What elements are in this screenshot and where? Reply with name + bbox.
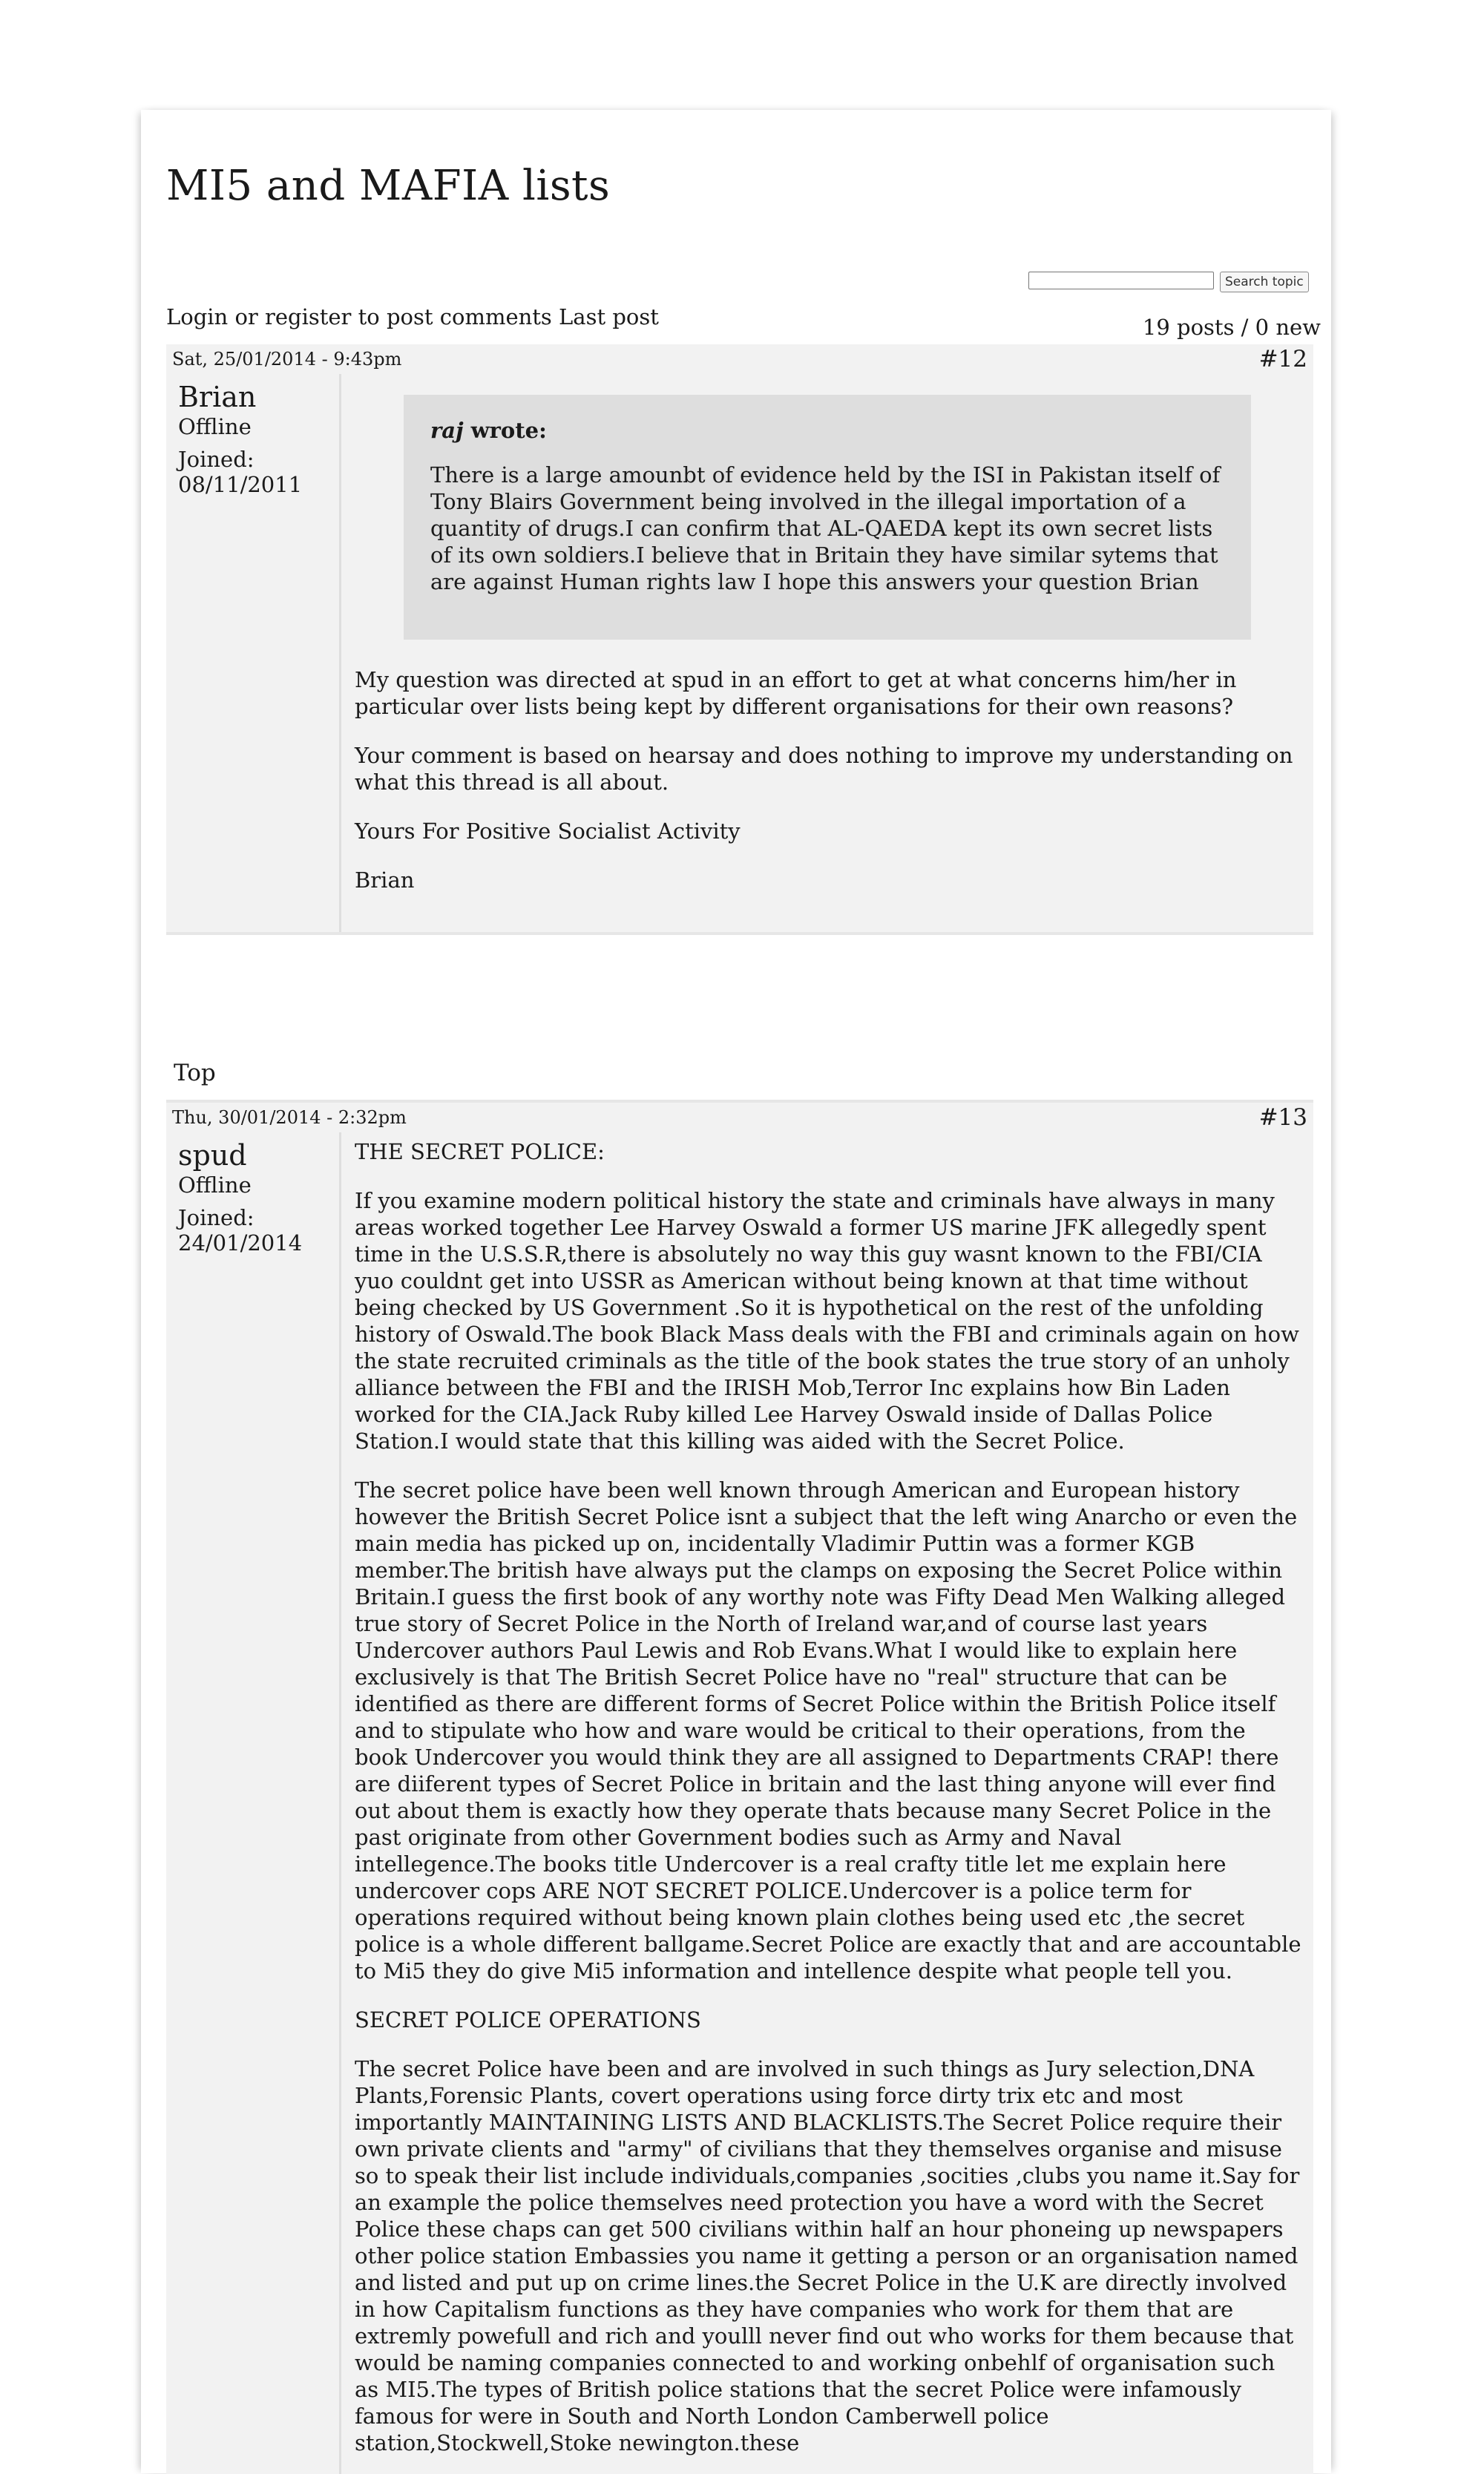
post-content <box>341 374 1313 934</box>
quote-text: There is a large amounbt of evidence held by the ISI in Pakistan itself of Tony Blairs Government being involved in the illegal importation of a quantity of drugs.I can confirm that AL-QAEDA kept its own secret lists of its own soldiers.I believe that in Britain they have similar sytems that are against Human rights law I hope this answers your question Brian <box>430 462 1221 594</box>
post-header <box>166 1103 1313 1132</box>
post-permalink[interactable]: #13 <box>1258 1104 1307 1131</box>
joined-label: Joined: <box>178 1205 255 1230</box>
post-paragraph: If you examine modern political history the state and criminals have always in many areas worked together Lee Harvey Oswald a former US marine JFK allegedly spent time in the U.S.S.R,there is absolutely no way this guy wasnt known to the FBI/CIA yuo couldnt get into USSR as American without being known at that time without being checked by US Government .So it is hypothetical on the rest of the unfolding history of Oswald.The book Black Mass deals with the FBI and criminals again on how the state recruited criminals as the title of the book states the true story of an unholy alliance between the FBI and the IRISH Mob,Terror Inc explains how Bin Laden worked for the CIA.Jack Ruby killed Lee Harvey Oswald inside of Dallas Police Station.I would state that this killing was aided with the Secret Police. <box>355 1188 1299 1454</box>
quote-block <box>404 395 1251 640</box>
joined-label: Joined: <box>178 447 255 472</box>
search-input[interactable] <box>1028 272 1214 289</box>
post-12 <box>166 344 1313 934</box>
post-content <box>341 1132 1313 2474</box>
author-name[interactable]: spud <box>178 1139 247 1172</box>
author-status: Offline <box>178 1172 252 1198</box>
author-info <box>166 374 341 934</box>
joined-date: 24/01/2014 <box>178 1230 303 1256</box>
login-register-link[interactable]: Login or register to post comments Last post <box>166 304 659 329</box>
joined-date: 08/11/2011 <box>178 472 303 497</box>
post-body <box>166 374 1313 934</box>
author-name[interactable]: Brian <box>178 381 257 413</box>
post-13 <box>166 1103 1313 2474</box>
post-divider <box>166 932 1313 935</box>
author-status: Offline <box>178 414 252 439</box>
post-date: Thu, 30/01/2014 - 2:32pm <box>172 1107 407 1128</box>
post-date: Sat, 25/01/2014 - 9:43pm <box>172 349 402 370</box>
post-header <box>166 344 1313 374</box>
post-paragraph: SECRET POLICE OPERATIONS <box>355 2007 701 2032</box>
forum-page <box>141 110 1331 2473</box>
post-paragraph: The secret police have been well known through American and European history however the British Secret Police isnt a subject that the left wing Anarcho or even the main media has picked up on, incidentally Vladimir Puttin was a former KGB member.The british have always put the clamps on exposing the Secret Police within Britain.I guess the first book of any worthy note was Fifty Dead Men Walking alleged true story of Secret Police in the North of Ireland war,and of course last years Undercover authors Paul Lewis and Rob Evans.What I would like to explain here exclusively is that The British Secret Police have no "real" structure that can be identified as there are different forms of Secret Police within the British Police itself and to stipulate who how and ware would be critical to their operations, from the book Undercover you would think they are all assigned to Departments CRAP! there are diiferent types of Secret Police in britain and the last thing anyone will ever find out about them is exactly how they operate thats because many Secret Police in the past originate from other Government bodies such as Army and Naval intellegence.The books title Undercover is a real crafty title let me explain here undercover cops ARE NOT SECRET POLICE.Undercover is a police term for operations required without being known plain clothes being used etc ,the secret police is a whole different ballgame.Secret Police are exactly that and are accountable to Mi5 they do give Mi5 information and intellence despite what people tell you. <box>355 1477 1301 1984</box>
post-body <box>166 1132 1313 2474</box>
top-link[interactable]: Top <box>174 1060 216 1086</box>
quote-header <box>430 417 1226 444</box>
author-info <box>166 1132 341 2474</box>
post-counts: 19 posts / 0 new <box>1142 315 1321 340</box>
post-paragraph: The secret Police have been and are involved in such things as Jury selection,DNA Plants,Forensic Plants, covert operations using force dirty trix etc and most importantly MAINTAINING LISTS AND BLACKLISTS.The Secret Police require their own private clients and "army" of civilians that they themselves organise and misuse so to speak their list include individuals,companies ,socities ,clubs you name it.Say for an example the police themselves need protection you have a word with the Secret Police these chaps can get 500 civilians within half an hour phoneing up newspapers other police station Embassies you name it getting a person or an organisation named and listed and put up on crime lines.the Secret Police in the U.K are directly involved in how Capitalism functions as they have companies who work for them that are extremly powefull and rich and youlll never find out who works for them because that would be naming companies connected to and working onbehlf of organisation such as MI5.The types of British police stations that the secret Police were infamously famous for were in South and North London Camberwell police station,Stockwell,Stoke newington.these <box>355 2056 1300 2455</box>
post-paragraph: Brian <box>355 867 415 893</box>
search-form <box>1028 272 1309 294</box>
post-paragraph: My question was directed at spud in an effort to get at what concerns him/her in particular over lists being kept by different organisations for their own reasons? <box>355 667 1237 719</box>
quote-wrote: wrote: <box>470 418 547 443</box>
post-paragraph: Your comment is based on hearsay and does nothing to improve my understanding on what this thread is all about. <box>355 743 1293 795</box>
quote-author: raj <box>430 418 464 443</box>
post-paragraph: Yours For Positive Socialist Activity <box>355 818 741 844</box>
post-permalink[interactable]: #12 <box>1258 346 1307 373</box>
page-title: MI5 and MAFIA lists <box>166 162 611 210</box>
search-topic-button[interactable]: Search topic <box>1220 272 1309 292</box>
post-paragraph: THE SECRET POLICE: <box>355 1139 605 1164</box>
